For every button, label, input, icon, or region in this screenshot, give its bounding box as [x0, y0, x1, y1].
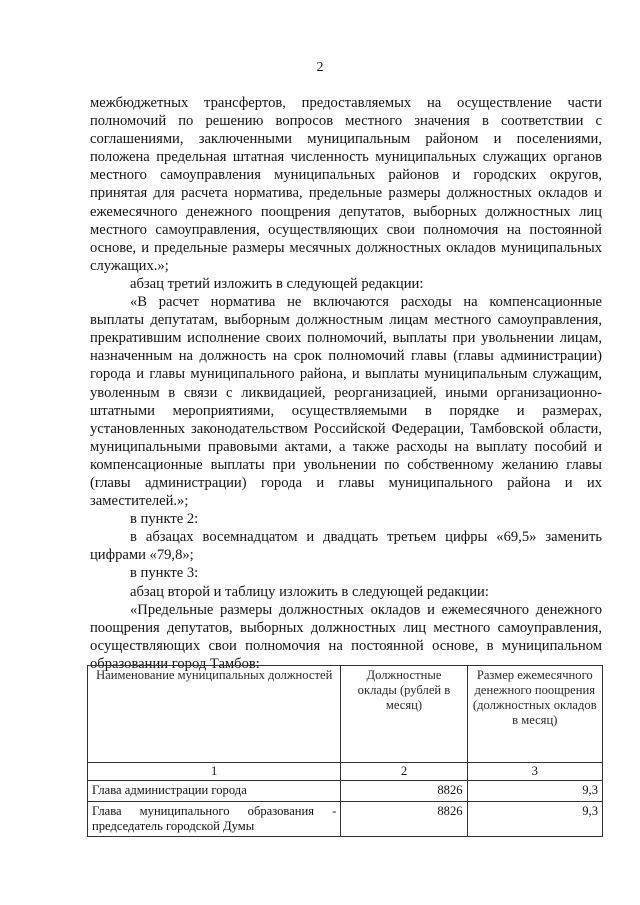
column-number-2: 2	[341, 763, 467, 781]
paragraph-7: абзац второй и таблицу изложить в следующей редакции:	[130, 583, 489, 600]
salary-value: 8826	[341, 781, 467, 802]
bonus-value: 9,3	[467, 781, 602, 802]
page-number: 2	[316, 60, 324, 75]
position-name: Глава муниципального образования - председатель городской Думы	[88, 802, 341, 837]
salary-value: 8826	[341, 802, 467, 837]
column-number-1: 1	[88, 763, 341, 781]
table-column-numbers-row	[88, 763, 603, 781]
positions-table	[87, 665, 603, 837]
salary-table	[87, 665, 603, 837]
column-number-3: 3	[467, 763, 602, 781]
bonus-value: 9,3	[467, 802, 602, 837]
paragraph-6: в пункте 3:	[130, 565, 199, 582]
position-name: Глава администрации города	[88, 781, 341, 802]
paragraph-8: «Предельные размеры должностных окладов и ежемесячного денежного поощрения депутатов, выборных должностных лиц местного самоуправления, осуществляющих свои полномочия на постоянной основе, в муниципальном образовании город Тамбов:	[90, 601, 602, 672]
table-header-row	[88, 666, 603, 763]
paragraph-3: «В расчет норматива не включаются расходы на компенсационные выплаты депутатам, выборным должностным лицам местного самоуправления, прекратившим исполнение своих полномочий, выплаты при увольнении лицам, назначенным на должность на срок полномочий главы (главы администрации) города и главы муниципального района, и выплаты муниципальным служащим, уволенным в связи с ликвидацией, реорганизацией, иными организационно-штатными мероприятиями, осуществляемыми в порядке и размерах, установленных законодательством Российской Федерации, Тамбовской области, муниципальными правовыми актами, а также расходы на выплату пособий и компенсационные выплаты при увольнении по собственному желанию главы (главы администрации) города и главы муниципального района и их заместителей.»;	[90, 294, 602, 510]
paragraph-1: межбюджетных трансфертов, предоставляемых на осуществление части полномочий по решению вопросов местного значения в соответствии с соглашениями, заключенными муниципальным районом и поселениями, положена предельная штатная численность муниципальных служащих органов местного самоуправления муниципальных районов и городских округов, принятая для расчета норматива, предельные размеры должностных окладов и ежемесячного денежного поощрения депутатов, выборных должностных лиц местного самоуправления, осуществляющих свои полномочия на постоянной основе, и предельные размеры месячных должностных окладов муниципальных служащих.»;	[90, 95, 602, 274]
header-position-name: Наименование муниципальных должностей	[88, 666, 341, 763]
table-row	[88, 781, 603, 802]
table-row	[88, 802, 603, 837]
paragraph-5: в абзацах восемнадцатом и двадцать третьем цифры «69,5» заменить цифрами «79,8»;	[90, 529, 602, 564]
document-body	[90, 94, 602, 673]
header-salary: Должностные оклады (рублей в месяц)	[341, 666, 467, 763]
paragraph-4: в пункте 2:	[130, 511, 199, 528]
header-bonus: Размер ежемесячного денежного поощрения (должностных окладов в месяц)	[467, 666, 602, 763]
paragraph-2: абзац третий изложить в следующей редакции:	[130, 275, 424, 292]
